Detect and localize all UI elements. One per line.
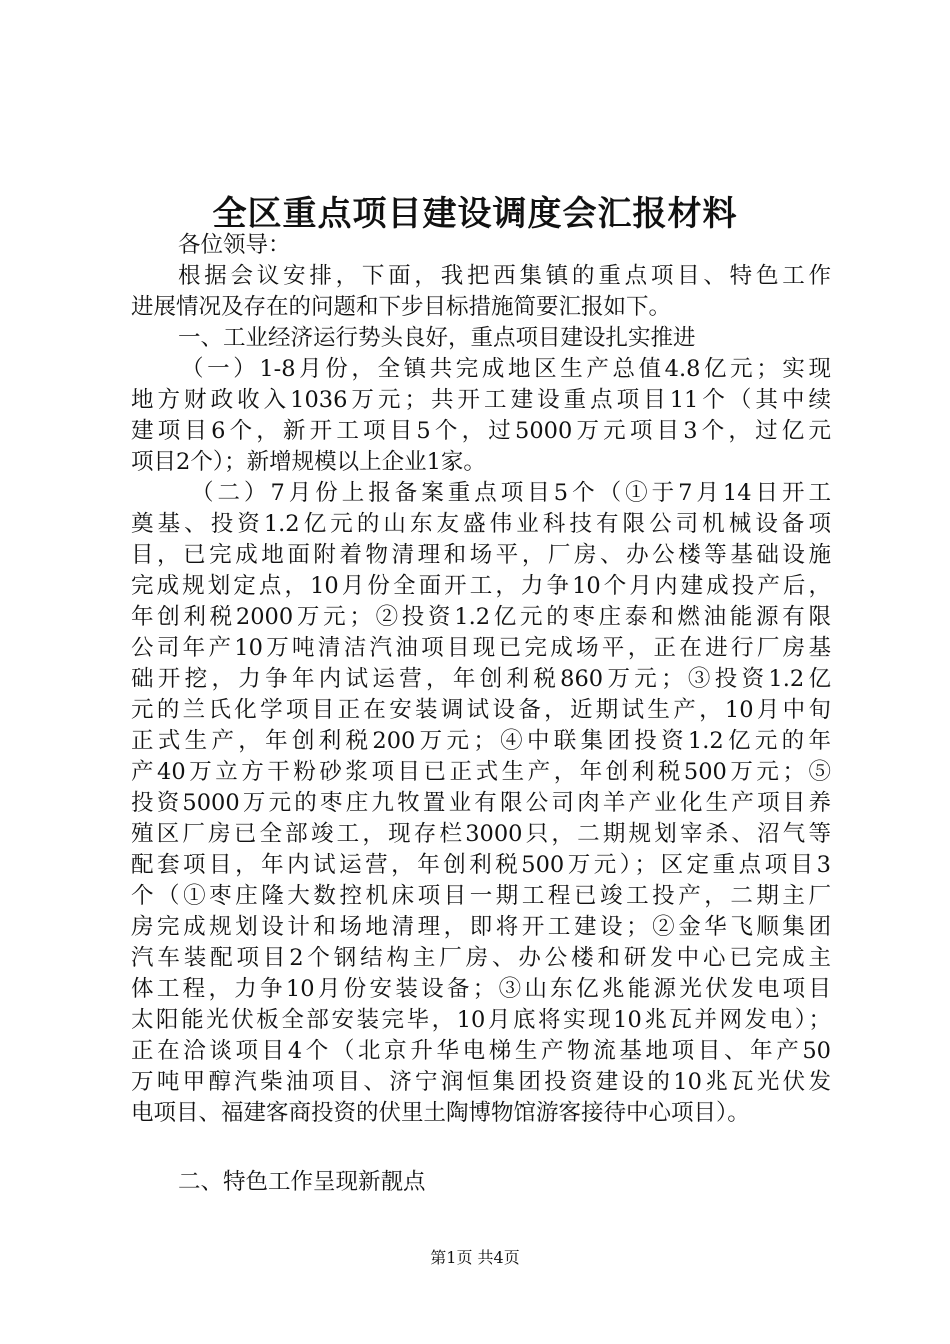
- paragraph-gap: [131, 1129, 831, 1167]
- paragraph-line: 汽车装配项目2个钢结构主厂房、办公楼和研发中心已完成主: [131, 945, 831, 971]
- paragraph-line: 完成规划定点，10月份全面开工，力争10个月内建成投产后，: [131, 573, 831, 599]
- paragraph-line: 根据会议安排，下面，我把西集镇的重点项目、特色工作: [178, 263, 831, 289]
- paragraph-line: 个（①枣庄隆大数控机床项目一期工程已竣工投产，二期主厂: [131, 883, 831, 909]
- paragraph-line: 元的兰氏化学项目正在安装调试设备，近期试生产，10月中旬: [131, 697, 831, 723]
- paragraph-line: 万吨甲醇汽柴油项目、济宁润恒集团投资建设的10兆瓦光伏发: [131, 1069, 831, 1095]
- paragraph-line: 投资5000万元的枣庄九牧置业有限公司肉羊产业化生产项目养: [131, 790, 831, 816]
- section-heading: 二、特色工作呈现新靓点: [178, 1169, 426, 1195]
- paragraph-line: 建项目6个，新开工项目5个，过5000万元项目3个，过亿元: [131, 418, 831, 444]
- paragraph-line: 奠基、投资1.2亿元的山东友盛伟业科技有限公司机械设备项: [131, 511, 831, 537]
- paragraph-line: 项目2个）；新增规模以上企业1家。: [131, 449, 486, 475]
- paragraph-line: （二）7月份上报备案重点项目5个（①于7月14日开工: [191, 480, 831, 506]
- paragraph-line: 础开挖，力争年内试运营，年创利税860万元；③投资1.2亿: [131, 666, 831, 692]
- paragraph-line: 产40万立方干粉砂浆项目已正式生产，年创利税500万元；⑤: [131, 759, 831, 785]
- page-number: 第1页 共4页: [430, 1248, 520, 1267]
- paragraph-line: 年创利税2000万元；②投资1.2亿元的枣庄泰和燃油能源有限: [131, 604, 831, 630]
- paragraph-line: 进展情况及存在的问题和下步目标措施简要汇报如下。: [131, 294, 672, 320]
- paragraph-line: 目，已完成地面附着物清理和场平，厂房、办公楼等基础设施: [131, 542, 831, 568]
- paragraph-line: 殖区厂房已全部竣工，现存栏3000只，二期规划宰杀、沼气等: [131, 821, 831, 847]
- paragraph-line: 体工程，力争10月份安装设备；③山东亿兆能源光伏发电项目: [131, 976, 831, 1002]
- document-body: [131, 230, 831, 1198]
- paragraph-line: 正式生产，年创利税200万元；④中联集团投资1.2亿元的年: [131, 728, 831, 754]
- paragraph-line: 公司年产10万吨清洁汽油项目现已完成场平，正在进行厂房基: [131, 635, 831, 661]
- document-title: 全区重点项目建设调度会汇报材料: [212, 194, 738, 234]
- salutation: 各位领导：: [178, 232, 291, 258]
- paragraph-line: 配套项目，年内试运营，年创利税500万元）；区定重点项目3: [131, 852, 831, 878]
- paragraph-line: 正在洽谈项目4个（北京升华电梯生产物流基地项目、年产50: [131, 1038, 831, 1064]
- paragraph-line: 太阳能光伏板全部安装完毕，10月底将实现10兆瓦并网发电）；: [131, 1007, 831, 1033]
- section-heading: 一、工业经济运行势头良好，重点项目建设扎实推进: [178, 325, 696, 351]
- paragraph-line: （一）1-8月份，全镇共完成地区生产总值4.8亿元；实现: [181, 356, 831, 382]
- paragraph-line: 电项目、福建客商投资的伏里土陶博物馆游客接待中心项目）。: [131, 1100, 750, 1126]
- paragraph-line: 地方财政收入1036万元；共开工建设重点项目11个（其中续: [131, 387, 831, 413]
- paragraph-line: 房完成规划设计和场地清理，即将开工建设；②金华飞顺集团: [131, 914, 831, 940]
